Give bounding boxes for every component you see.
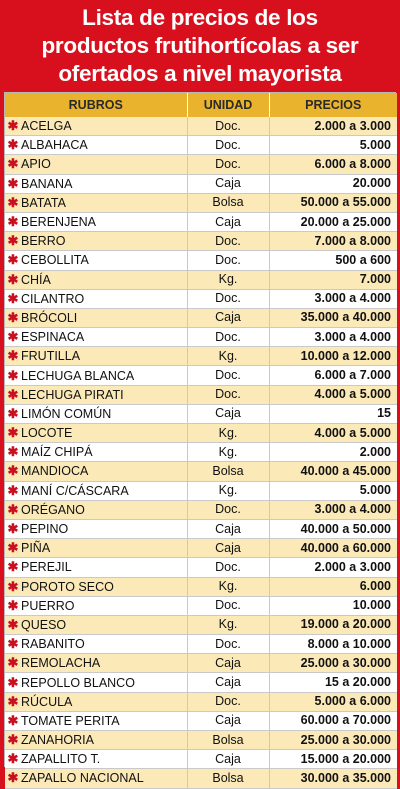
rubro-label: ACELGA (21, 119, 72, 134)
page-title (0, 0, 400, 92)
price-table (5, 93, 397, 789)
rubro-cell (5, 366, 187, 385)
unidad-cell: Doc. (187, 596, 269, 615)
table-row (5, 193, 397, 212)
precio-cell: 15 a 20.000 (269, 673, 397, 692)
rubro-cell (5, 596, 187, 615)
unidad-cell: Caja (187, 711, 269, 730)
rubro-label: BATATA (21, 195, 66, 210)
unidad-cell: Caja (187, 654, 269, 673)
rubro-cell (5, 481, 187, 500)
unidad-cell: Caja (187, 212, 269, 231)
table-row (5, 769, 397, 788)
table-row (5, 443, 397, 462)
precio-cell: 5.000 (269, 481, 397, 500)
rubro-label: MANDIOCA (21, 464, 89, 479)
table-row (5, 500, 397, 519)
unidad-cell: Kg. (187, 577, 269, 596)
asterisk-icon: ✱ (7, 405, 19, 421)
table-row (5, 731, 397, 750)
rubro-cell (5, 769, 187, 788)
table-row (5, 308, 397, 327)
unidad-cell: Kg. (187, 481, 269, 500)
rubro-cell (5, 424, 187, 443)
table-row (5, 596, 397, 615)
unidad-cell: Kg. (187, 424, 269, 443)
asterisk-icon: ✱ (7, 482, 19, 498)
rubro-cell (5, 232, 187, 251)
rubro-cell (5, 289, 187, 308)
precio-cell: 30.000 a 35.000 (269, 769, 397, 788)
unidad-cell: Doc. (187, 500, 269, 519)
precio-cell: 3.000 a 4.000 (269, 500, 397, 519)
title-line-3: ofertados a nivel mayorista (58, 61, 342, 86)
rubro-cell (5, 500, 187, 519)
rubro-cell (5, 174, 187, 193)
rubro-cell (5, 443, 187, 462)
asterisk-icon: ✱ (7, 233, 19, 249)
unidad-cell: Doc. (187, 558, 269, 577)
rubro-cell (5, 308, 187, 327)
table-row (5, 424, 397, 443)
rubro-cell (5, 654, 187, 673)
rubro-label: PEREJIL (21, 560, 72, 575)
asterisk-icon: ✱ (7, 386, 19, 402)
rubro-label: ZAPALLITO T. (21, 752, 101, 767)
rubro-label: PUERRO (21, 598, 75, 613)
rubro-label: BERRO (21, 234, 66, 249)
asterisk-icon: ✱ (7, 214, 19, 230)
asterisk-icon: ✱ (7, 156, 19, 172)
table-row (5, 404, 397, 423)
rubro-label: CHÍA (21, 272, 51, 287)
rubro-cell (5, 692, 187, 711)
unidad-cell: Doc. (187, 366, 269, 385)
rubro-label: REPOLLO BLANCO (21, 675, 135, 690)
asterisk-icon: ✱ (7, 444, 19, 460)
table-row (5, 289, 397, 308)
table-row (5, 481, 397, 500)
rubro-cell (5, 328, 187, 347)
asterisk-icon: ✱ (7, 175, 19, 191)
precio-cell: 8.000 a 10.000 (269, 635, 397, 654)
rubro-label: ESPINACA (21, 330, 85, 345)
unidad-cell: Caja (187, 539, 269, 558)
table-row (5, 711, 397, 730)
unidad-cell: Doc. (187, 136, 269, 155)
table-row (5, 673, 397, 692)
rubro-cell (5, 673, 187, 692)
rubro-label: QUESO (21, 617, 67, 632)
rubro-label: MAÍZ CHIPÁ (21, 445, 93, 460)
table-body (5, 117, 397, 788)
table-row (5, 136, 397, 155)
rubro-label: PEPINO (21, 522, 69, 537)
asterisk-icon: ✱ (7, 674, 19, 690)
asterisk-icon: ✱ (7, 770, 19, 786)
asterisk-icon: ✱ (7, 367, 19, 383)
unidad-cell: Doc. (187, 289, 269, 308)
rubro-label: LIMÓN COMÚN (21, 406, 112, 421)
asterisk-icon: ✱ (7, 348, 19, 364)
rubro-label: POROTO SECO (21, 579, 114, 594)
unidad-cell: Caja (187, 308, 269, 327)
rubro-cell (5, 212, 187, 231)
unidad-cell: Doc. (187, 692, 269, 711)
unidad-cell: Bolsa (187, 731, 269, 750)
rubro-label: REMOLACHA (21, 656, 101, 671)
rubro-cell (5, 462, 187, 481)
asterisk-icon: ✱ (7, 501, 19, 517)
precio-cell: 25.000 a 30.000 (269, 731, 397, 750)
table-row (5, 654, 397, 673)
precio-cell: 4.000 a 5.000 (269, 385, 397, 404)
table-row (5, 462, 397, 481)
precio-cell: 60.000 a 70.000 (269, 711, 397, 730)
unidad-cell: Doc. (187, 155, 269, 174)
rubro-cell (5, 635, 187, 654)
asterisk-icon: ✱ (7, 655, 19, 671)
asterisk-icon: ✱ (7, 693, 19, 709)
unidad-cell: Bolsa (187, 462, 269, 481)
unidad-cell: Caja (187, 750, 269, 769)
asterisk-icon: ✱ (7, 712, 19, 728)
rubro-label: RÚCULA (21, 694, 73, 709)
rubro-cell (5, 347, 187, 366)
rubro-cell (5, 539, 187, 558)
table-row (5, 232, 397, 251)
table-row (5, 347, 397, 366)
rubro-label: LECHUGA BLANCA (21, 368, 135, 383)
precio-cell: 6.000 a 8.000 (269, 155, 397, 174)
precio-cell: 2.000 a 3.000 (269, 558, 397, 577)
rubro-cell (5, 711, 187, 730)
rubro-cell (5, 558, 187, 577)
precio-cell: 15.000 a 20.000 (269, 750, 397, 769)
asterisk-icon: ✱ (7, 616, 19, 632)
unidad-cell: Doc. (187, 328, 269, 347)
rubro-cell (5, 155, 187, 174)
precio-cell: 2.000 a 3.000 (269, 117, 397, 136)
asterisk-icon: ✱ (7, 636, 19, 652)
table-row (5, 519, 397, 538)
asterisk-icon: ✱ (7, 559, 19, 575)
rubro-label: PIÑA (21, 541, 51, 556)
precio-cell: 10.000 a 12.000 (269, 347, 397, 366)
header-precios: PRECIOS (269, 93, 397, 117)
asterisk-icon: ✱ (7, 194, 19, 210)
rubro-cell (5, 519, 187, 538)
rubro-cell (5, 577, 187, 596)
table-row (5, 251, 397, 270)
asterisk-icon: ✱ (7, 425, 19, 441)
rubro-label: CILANTRO (21, 291, 85, 306)
asterisk-icon: ✱ (7, 137, 19, 153)
rubro-label: MANÍ C/CÁSCARA (21, 483, 129, 498)
asterisk-icon: ✱ (7, 329, 19, 345)
rubro-label: ZANAHORIA (21, 733, 94, 748)
precio-cell: 4.000 a 5.000 (269, 424, 397, 443)
rubro-cell (5, 251, 187, 270)
rubro-cell (5, 385, 187, 404)
precio-cell: 2.000 (269, 443, 397, 462)
rubro-cell (5, 193, 187, 212)
precio-cell: 20.000 (269, 174, 397, 193)
asterisk-icon: ✱ (7, 290, 19, 306)
rubro-label: BRÓCOLI (21, 310, 78, 325)
rubro-cell (5, 731, 187, 750)
asterisk-icon: ✱ (7, 309, 19, 325)
asterisk-icon: ✱ (7, 521, 19, 537)
precio-cell: 35.000 a 40.000 (269, 308, 397, 327)
asterisk-icon: ✱ (7, 597, 19, 613)
unidad-cell: Kg. (187, 347, 269, 366)
table-row (5, 750, 397, 769)
asterisk-icon: ✱ (7, 271, 19, 287)
rubro-label: LOCOTE (21, 426, 73, 441)
table-row (5, 328, 397, 347)
asterisk-icon: ✱ (7, 732, 19, 748)
table-row (5, 366, 397, 385)
asterisk-icon: ✱ (7, 463, 19, 479)
precio-cell: 25.000 a 30.000 (269, 654, 397, 673)
table-row (5, 212, 397, 231)
precio-cell: 50.000 a 55.000 (269, 193, 397, 212)
precio-cell: 10.000 (269, 596, 397, 615)
unidad-cell: Doc. (187, 232, 269, 251)
title-line-2: productos frutihortícolas a ser (41, 33, 359, 58)
precio-cell: 5.000 (269, 136, 397, 155)
precio-cell: 6.000 (269, 577, 397, 596)
precio-cell: 7.000 (269, 270, 397, 289)
table-row (5, 539, 397, 558)
precio-cell: 5.000 a 6.000 (269, 692, 397, 711)
rubro-label: ORÉGANO (21, 502, 85, 517)
title-line-1: Lista de precios de los (82, 5, 318, 30)
precio-cell: 3.000 a 4.000 (269, 289, 397, 308)
precio-cell: 20.000 a 25.000 (269, 212, 397, 231)
table-row (5, 692, 397, 711)
table-row (5, 635, 397, 654)
rubro-label: LECHUGA PIRATI (21, 387, 124, 402)
unidad-cell: Doc. (187, 385, 269, 404)
asterisk-icon: ✱ (7, 118, 19, 134)
rubro-label: BANANA (21, 176, 73, 191)
unidad-cell: Kg. (187, 270, 269, 289)
precio-cell: 3.000 a 4.000 (269, 328, 397, 347)
table-row (5, 174, 397, 193)
unidad-cell: Doc. (187, 251, 269, 270)
rubro-label: RABANITO (21, 637, 85, 652)
rubro-label: FRUTILLA (21, 349, 81, 364)
asterisk-icon: ✱ (7, 751, 19, 767)
table-row (5, 615, 397, 634)
rubro-cell (5, 404, 187, 423)
table-row (5, 577, 397, 596)
unidad-cell: Doc. (187, 117, 269, 136)
rubro-label: CEBOLLITA (21, 253, 89, 268)
header-rubros: RUBROS (5, 93, 187, 117)
precio-cell: 40.000 a 60.000 (269, 539, 397, 558)
unidad-cell: Bolsa (187, 193, 269, 212)
rubro-cell (5, 615, 187, 634)
table-header-row (5, 93, 397, 117)
precio-cell: 6.000 a 7.000 (269, 366, 397, 385)
unidad-cell: Bolsa (187, 769, 269, 788)
rubro-cell (5, 136, 187, 155)
unidad-cell: Kg. (187, 615, 269, 634)
rubro-label: TOMATE PERITA (21, 713, 120, 728)
unidad-cell: Caja (187, 519, 269, 538)
table-row (5, 558, 397, 577)
header-unidad: UNIDAD (187, 93, 269, 117)
asterisk-icon: ✱ (7, 252, 19, 268)
precio-cell: 7.000 a 8.000 (269, 232, 397, 251)
unidad-cell: Caja (187, 174, 269, 193)
precio-cell: 500 a 600 (269, 251, 397, 270)
unidad-cell: Caja (187, 404, 269, 423)
unidad-cell: Kg. (187, 443, 269, 462)
unidad-cell: Doc. (187, 635, 269, 654)
precio-cell: 40.000 a 45.000 (269, 462, 397, 481)
rubro-label: APIO (21, 157, 51, 172)
table-row (5, 155, 397, 174)
unidad-cell: Caja (187, 673, 269, 692)
rubro-label: ZAPALLO NACIONAL (21, 771, 144, 786)
precio-cell: 40.000 a 50.000 (269, 519, 397, 538)
rubro-cell (5, 750, 187, 769)
precio-cell: 19.000 a 20.000 (269, 615, 397, 634)
rubro-label: BERENJENA (21, 215, 97, 230)
precio-cell: 15 (269, 404, 397, 423)
rubro-label: ALBAHACA (21, 138, 88, 153)
rubro-cell (5, 117, 187, 136)
asterisk-icon: ✱ (7, 578, 19, 594)
table-row (5, 117, 397, 136)
asterisk-icon: ✱ (7, 540, 19, 556)
table-row (5, 385, 397, 404)
price-table-container (4, 92, 396, 786)
table-row (5, 270, 397, 289)
rubro-cell (5, 270, 187, 289)
